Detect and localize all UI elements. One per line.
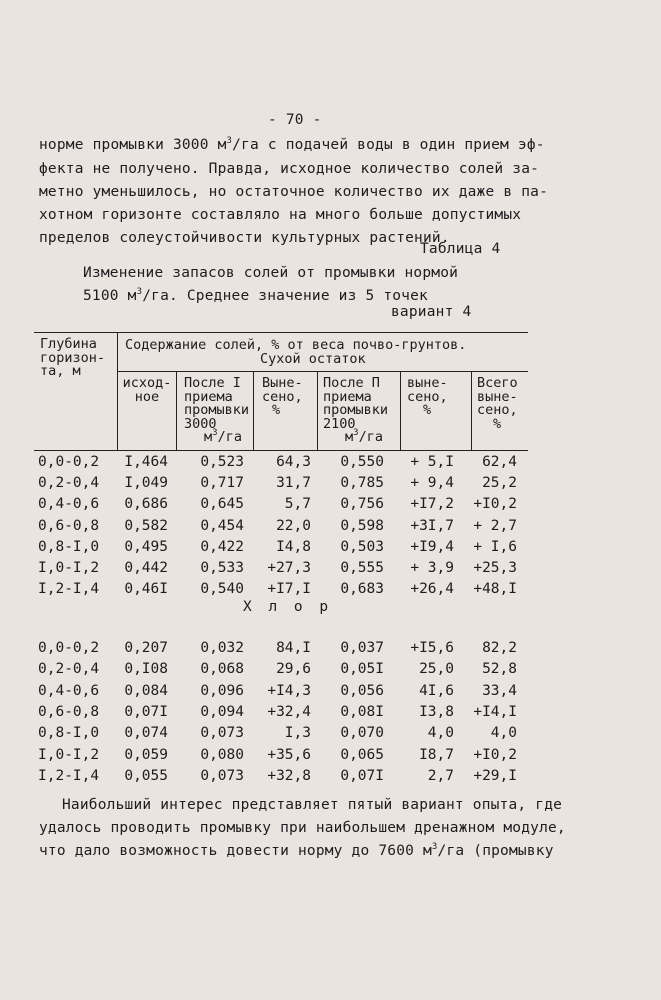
table-cell: 25,0: [419, 661, 454, 678]
table-cell: 29,6: [276, 661, 311, 678]
table-cell: 0,037: [340, 640, 384, 656]
table-cell-depth: 0,0-0,2: [38, 640, 100, 656]
chlorine-section-label: Х л о р: [243, 599, 333, 615]
intro-line-1: норме промывки 3000 $м^3/га$ с подачей воды в один прием эф-: [39, 136, 545, 153]
table-cell-depth: 0,2-0,4: [38, 661, 100, 678]
table-cell: +I7,I: [267, 581, 311, 598]
table-cell-depth: 0,2-0,4: [38, 475, 100, 492]
column-divider: [176, 371, 177, 451]
table-cell-depth: 0,8-I,0: [38, 725, 100, 742]
table-cell: 0,055: [124, 767, 168, 784]
subheader-rule: [118, 371, 528, 372]
table-cell: 0,068: [200, 661, 244, 678]
table-cell: I3,8: [419, 703, 454, 720]
column-divider: [253, 371, 254, 451]
table-cell: 0,073: [200, 767, 244, 784]
table-cell-depth: 0,4-0,6: [38, 496, 100, 513]
table-cell: 0,07I: [340, 767, 384, 784]
table-cell: 0,454: [200, 517, 244, 534]
table-cell: 0,582: [124, 517, 168, 534]
table-cell: 0,422: [200, 538, 244, 555]
header-bottom-rule: [34, 450, 528, 451]
table-cell: 82,2: [482, 640, 517, 656]
table-cell: 64,3: [276, 454, 311, 470]
outro-line-3: что дало возможность довести норму до 7600 $м^3/га$ (промывку: [39, 842, 554, 859]
table-cell: +I7,2: [410, 496, 454, 513]
table-cell: +32,4: [267, 703, 311, 720]
intro-line-3: метно уменьшилось, но остаточное количество их даже в па-: [39, 184, 548, 200]
table-cell: 25,2: [482, 475, 517, 492]
table-cell: 0,065: [340, 746, 384, 763]
table-cell: +3I,7: [410, 517, 454, 534]
table-cell: +48,I: [473, 581, 517, 598]
table-cell: +I4,3: [267, 682, 311, 699]
column-divider: [317, 371, 318, 451]
table-cell: 0,07I: [124, 703, 168, 720]
table-cell: I,464: [124, 454, 168, 470]
table-cell: +35,6: [267, 746, 311, 763]
header-washed-second: выне- сено, %: [407, 375, 448, 418]
table-cell: 0,207: [124, 640, 168, 656]
table-cell: I4,8: [276, 538, 311, 555]
table-cell: 0,05I: [340, 661, 384, 678]
table-cell: +I5,6: [410, 640, 454, 656]
outro-line-2: удалось проводить промывку при наибольшем дренажном модуле,: [39, 820, 566, 836]
table-cell: 4,0: [427, 725, 454, 742]
page-number: - 70 -: [268, 112, 322, 128]
table-cell: +29,I: [473, 767, 517, 784]
table-cell: 0,08I: [340, 703, 384, 720]
table-cell: 0,523: [200, 454, 244, 470]
table-cell: 5,7: [284, 496, 311, 513]
column-divider: [471, 371, 472, 451]
variant-label: вариант 4: [391, 304, 472, 320]
outro-line-1: Наибольший интерес представляет пятый вариант опыта, где: [62, 797, 563, 813]
table-cell: 0,683: [340, 581, 384, 598]
table-cell: 2,7: [427, 767, 454, 784]
intro-line-2: фекта не получено. Правда, исходное количество солей за-: [39, 161, 540, 177]
table-cell: 84,I: [276, 640, 311, 656]
table-cell: 0,46I: [124, 581, 168, 598]
header-salt-content: Содержание солей, % от веса почво-грунтов.: [125, 337, 467, 353]
table-cell: 31,7: [276, 475, 311, 492]
table-cell: + 9,4: [410, 475, 454, 492]
table-cell-depth: 0,8-I,0: [38, 538, 100, 555]
table-cell-depth: 0,0-0,2: [38, 454, 100, 470]
table-cell: 4I,6: [419, 682, 454, 699]
header-total: Всего выне- сено, %: [477, 375, 518, 432]
table-title-line-2: 5100 $м^3/га$. Среднее значение из 5 точек: [83, 287, 428, 304]
table-cell: 0,550: [340, 454, 384, 470]
table-cell: 4,0: [490, 725, 517, 742]
header-dry-residue: Сухой остаток: [260, 351, 366, 367]
table-cell: 0,094: [200, 703, 244, 720]
table-cell: 0,717: [200, 475, 244, 492]
table-cell: 0,598: [340, 517, 384, 534]
table-cell-depth: I,2-I,4: [38, 767, 100, 784]
header-washed-first: Выне- сено, %: [262, 375, 303, 418]
table-cell: +I0,2: [473, 496, 517, 513]
table-cell: 0,096: [200, 682, 244, 699]
table-cell-depth: I,0-I,2: [38, 746, 100, 763]
table-cell: 0,442: [124, 560, 168, 576]
table-cell: 0,084: [124, 682, 168, 699]
table-cell: 0,555: [340, 560, 384, 576]
table-cell: 0,686: [124, 496, 168, 513]
table-cell: +32,8: [267, 767, 311, 784]
table-cell: +I0,2: [473, 746, 517, 763]
table-cell: 22,0: [276, 517, 311, 534]
table-cell: 0,503: [340, 538, 384, 555]
table-cell: I8,7: [419, 746, 454, 763]
table-cell: 0,540: [200, 581, 244, 598]
table-cell: +26,4: [410, 581, 454, 598]
intro-line-5: пределов солеустойчивости культурных растений.: [39, 230, 450, 246]
table-cell: 0,070: [340, 725, 384, 742]
header-after-second: После П приема промывки 2100 $м^3/га$: [323, 375, 389, 445]
table-cell: 33,4: [482, 682, 517, 699]
table-cell-depth: I,2-I,4: [38, 581, 100, 598]
table-label: Таблица 4: [420, 241, 501, 257]
table-cell: I,3: [284, 725, 311, 742]
table-title-line-1: Изменение запасов солей от промывки нормой: [83, 265, 459, 281]
table-cell: +27,3: [267, 560, 311, 576]
table-cell: +25,3: [473, 560, 517, 576]
table-cell: 0,495: [124, 538, 168, 555]
table-cell: 0,059: [124, 746, 168, 763]
table-cell: 0,032: [200, 640, 244, 656]
table-cell: +I4,I: [473, 703, 517, 720]
table-cell: + 2,7: [473, 517, 517, 534]
header-depth: Глубина горизон- та, м: [40, 336, 106, 379]
table-cell: + I,6: [473, 538, 517, 555]
column-divider: [400, 371, 401, 451]
table-cell: 0,073: [200, 725, 244, 742]
table-cell-depth: 0,4-0,6: [38, 682, 100, 699]
table-cell: 0,I08: [124, 661, 168, 678]
table-cell: +I9,4: [410, 538, 454, 555]
table-cell-depth: 0,6-0,8: [38, 517, 100, 534]
table-cell: 0,756: [340, 496, 384, 513]
table-cell: 0,056: [340, 682, 384, 699]
table-cell: 0,785: [340, 475, 384, 492]
table-top-rule: [34, 332, 528, 333]
header-after-first: После I приема промывки 3000 $м^3/га$: [184, 375, 250, 445]
table-cell-depth: I,0-I,2: [38, 560, 100, 576]
table-cell: 0,080: [200, 746, 244, 763]
intro-line-4: хотном горизонте составляло на много больше допустимых: [39, 207, 522, 223]
header-initial: исход- ное: [122, 375, 172, 405]
table-cell: 62,4: [482, 454, 517, 470]
table-cell: 0,074: [124, 725, 168, 742]
table-cell: 0,533: [200, 560, 244, 576]
table-cell: 52,8: [482, 661, 517, 678]
table-cell: I,049: [124, 475, 168, 492]
table-cell: + 3,9: [410, 560, 454, 576]
table-cell-depth: 0,6-0,8: [38, 703, 100, 720]
table-cell: + 5,I: [410, 454, 454, 470]
table-cell: 0,645: [200, 496, 244, 513]
